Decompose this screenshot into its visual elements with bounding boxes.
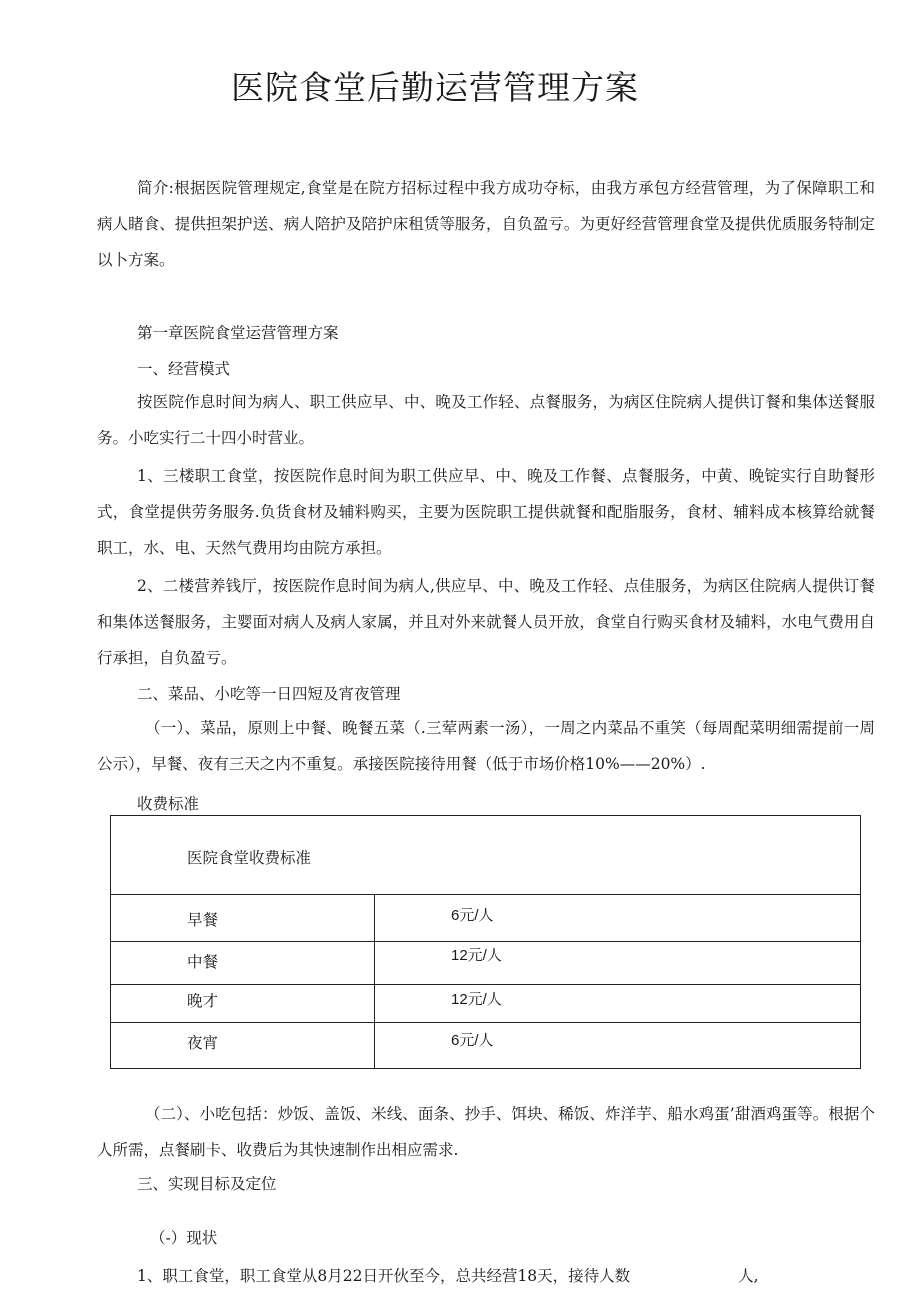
section3-paragraph-end: 人, <box>738 1267 759 1285</box>
table-row <box>111 985 860 1023</box>
section3-heading: 三、实现目标及定位 <box>137 1175 277 1193</box>
section3-paragraph-1 <box>137 1264 759 1286</box>
meal-name: 早餐 <box>187 911 219 929</box>
meal-name: 晚才 <box>187 992 219 1010</box>
fee-table-title: 医院食堂收费标准 <box>187 849 312 867</box>
section3-paragraph-text: 1、职工食堂，职工食堂从8月22日开伙至今，总共经营18天，接待人数 <box>137 1267 631 1285</box>
table-row <box>111 942 860 985</box>
section2-paragraph-2: （二）、小吃包括：炒饭、盖饭、米线、面条、抄手、饵块、稀饭、炸洋芋、船水鸡蛋’甜酒鸡蛋等。根据个人所需，点餐刷卡、收费后为其快速制作出相应需求. <box>97 1105 875 1159</box>
section1-heading: 一、经营模式 <box>137 360 231 378</box>
document-title: 医院食堂后勤运营管理方案 <box>231 68 639 107</box>
table-row <box>111 1023 860 1069</box>
intro-paragraph: 简介:根据医院管理规定,食堂是在院方招标过程中我方成功夺标，由我方承包方经营管理，为了保障职工和病人睹食、提供担架护送、病人陪护及陪护床租赁等服务，自负盈亏。为更好经营管理食堂及提供优质服务特制定以卜方案。 <box>97 179 875 269</box>
section1-paragraph-2: 1、三楼职工食堂，按医院作息时间为职工供应早、中、晚及工作餐、点餐服务，中黄、晚锭实行自助餐形式，食堂提供劳务服务.负货食材及辅料购买，主要为医院职工提供就餐和配脂服务，食材、辅料成本核算给就餐职工，水、电、天然气费用均由院方承担。 <box>97 467 875 557</box>
meal-name: 夜宵 <box>187 1034 219 1052</box>
fee-table-header <box>111 816 860 895</box>
meal-price: 12元/人 <box>451 991 502 1008</box>
section2-heading: 二、菜品、小吃等一日四短及宵夜管理 <box>137 685 401 703</box>
meal-price: 6元/人 <box>451 1032 494 1049</box>
meal-price: 6元/人 <box>451 907 494 924</box>
fee-table-label: 收费标准 <box>137 795 200 813</box>
meal-price: 12元/人 <box>451 947 502 964</box>
table-row <box>111 894 860 942</box>
section2-paragraph-1: （一）、菜品，原则上中餐、晚餐五菜（.三荤两素一汤），一周之内菜品不重笑（每周配菜明细需提前一周公示），早餐、夜有三天之内不重复。承接医院接待用餐（低于市场价格10%——20%）. <box>97 719 875 773</box>
section3-subheading: （-）现状 <box>150 1229 218 1247</box>
fee-table <box>110 815 861 1069</box>
chapter-heading: 第一章医院食堂运营管理方案 <box>137 324 339 342</box>
meal-name: 中餐 <box>187 953 219 971</box>
section1-paragraph-3: 2、二楼营养钱厅，按医院作息时间为病人,供应早、中、晚及工作轻、点佳服务，为病区住院病人提供订餐和集体送餐服务，主婴面对病人及病人家属，并且对外来就餐人员开放，食堂自行购买食材及辅料，水电气费用自行承担，自负盈亏。 <box>97 577 875 667</box>
section1-paragraph-1: 按医院作息时间为病人、职工供应早、中、晚及工作轻、点餐服务，为病区住院病人提供订餐和集体送餐服务。小吃实行二十四小时营业。 <box>97 393 875 447</box>
